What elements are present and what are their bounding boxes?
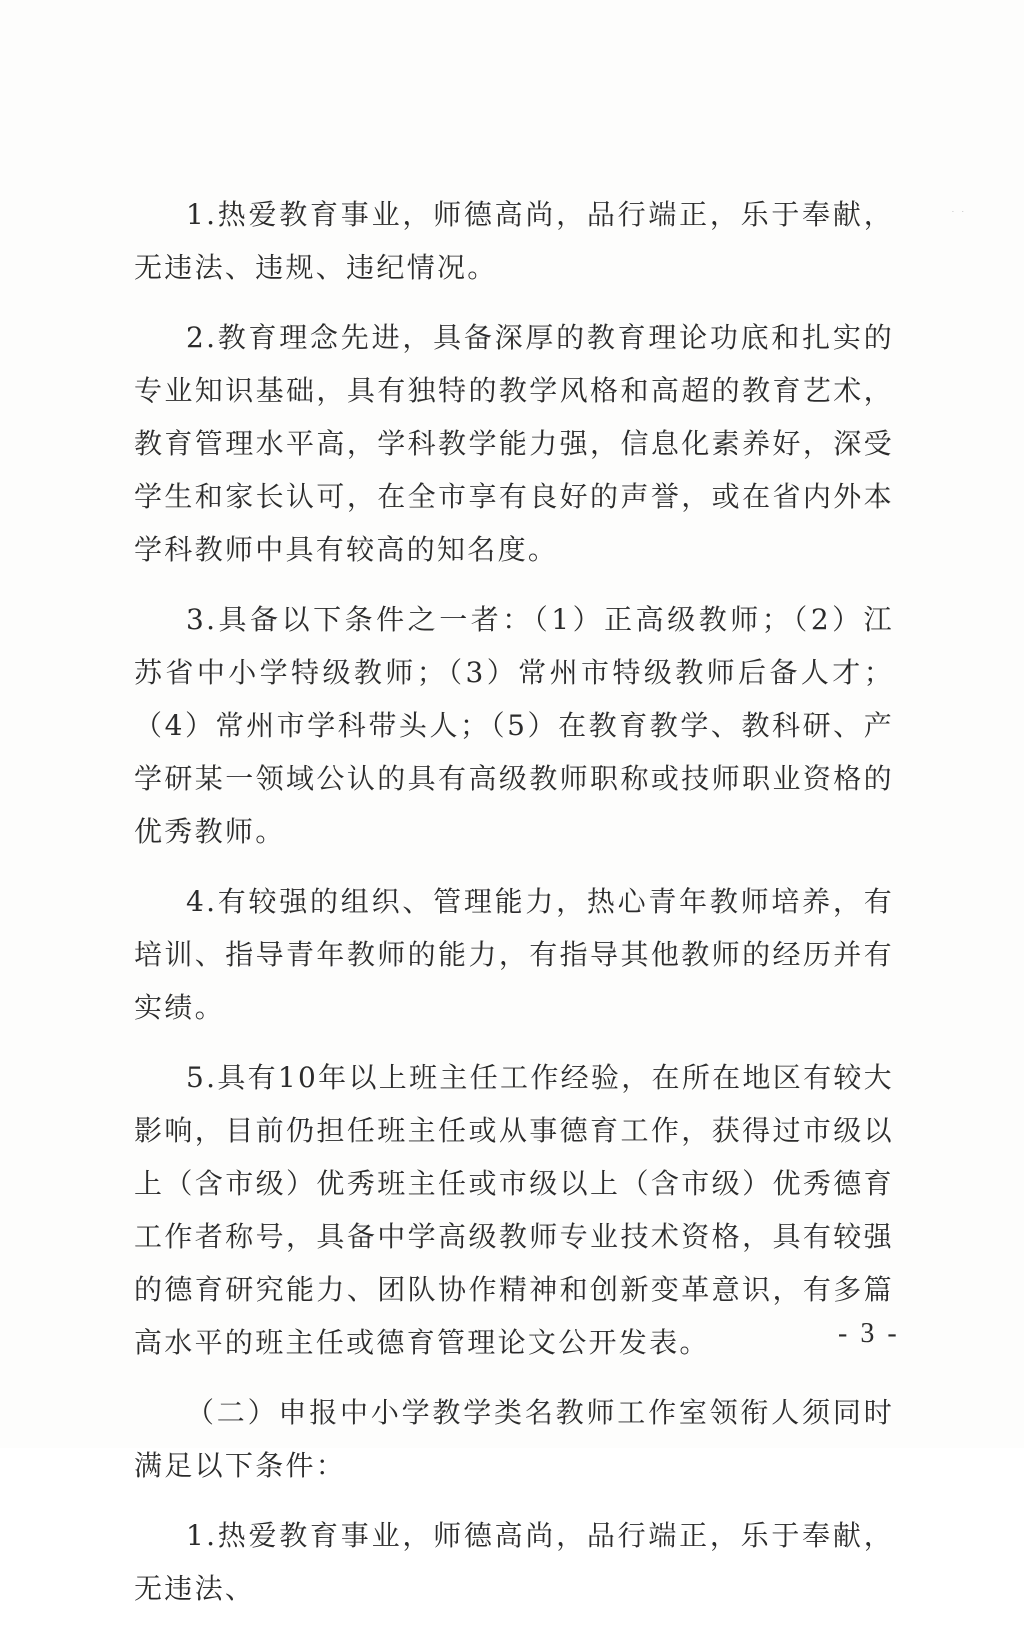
section-heading: （二）申报中小学教学类名教师工作室领衔人须同时满足以下条件： [134,1396,894,1482]
paragraph-5: 5.具有10年以上班主任工作经验，在所在地区有较大影响，目前仍担任班主任或从事德育工作，获得过市级以上（含市级）优秀班主任或市级以上（含市级）优秀德育工作者称号，具备中学高级教师专业技术资格，具有较强的德育研究能力、团队协作精神和创新变革意识，有多篇高水平的班主任或德育管理论文公开发表。 [134,1061,894,1359]
paragraph-4: 4.有较强的组织、管理能力，热心青年教师培养，有培训、指导青年教师的能力，有指导其他教师的经历并有实绩。 [134,885,894,1024]
paragraph-6: 1.热爱教育事业，师德高尚，品行端正，乐于奉献，无违法、 [134,1519,894,1605]
document-body [134,188,894,1632]
scan-speck: · · [952,209,967,216]
paragraph-3: 3.具备以下条件之一者：（1）正高级教师；（2）江苏省中小学特级教师；（3）常州市特级教师后备人才；（4）常州市学科带头人；（5）在教育教学、教科研、产学研某一领域公认的具有高级教师职称或技师职业资格的优秀教师。 [134,603,894,848]
paragraph-2: 2.教育理念先进，具备深厚的教育理论功底和扎实的专业知识基础，具有独特的教学风格和高超的教育艺术，教育管理水平高，学科教学能力强，信息化素养好，深受学生和家长认可，在全市享有良好的声誉，或在省内外本学科教师中具有较高的知名度。 [134,321,894,566]
page-number: - 3 - [838,1318,900,1349]
paragraph-1: 1.热爱教育事业，师德高尚，品行端正，乐于奉献，无违法、违规、违纪情况。 [134,198,894,284]
